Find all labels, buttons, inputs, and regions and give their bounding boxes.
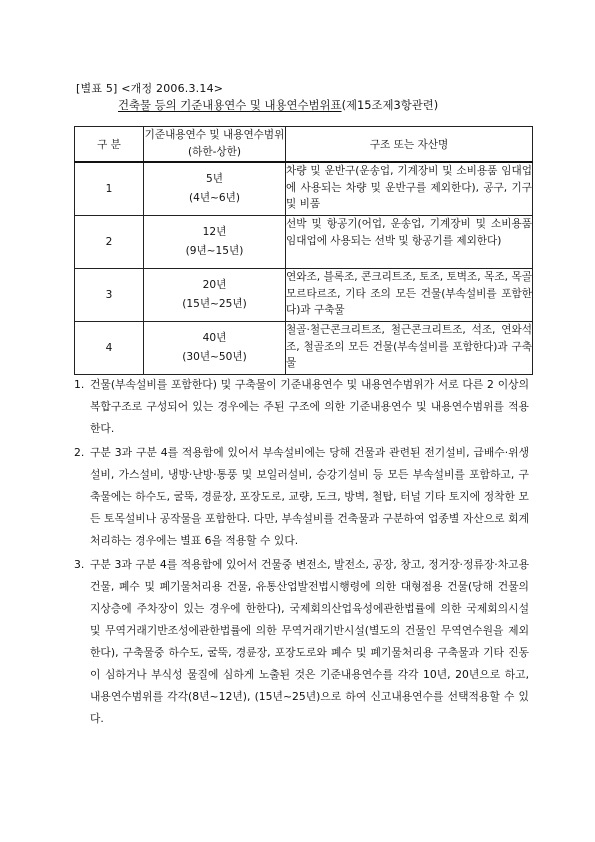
note-item [74, 442, 529, 552]
header-category: 구 분 [75, 127, 144, 163]
table-title-main: 건축물 등의 기준내용연수 및 내용연수범위표 [118, 98, 342, 112]
table-header-row [75, 127, 533, 163]
appendix-header: [별표 5] <개정 2006.3.14> [76, 82, 224, 95]
note-item [74, 374, 529, 440]
row-useful-life [144, 162, 286, 216]
row-assets: 선박 및 항공기(어업, 운송업, 기계장비 및 소비용품 임대업에 사용되는 선박 및 항공기를 제외한다) [286, 216, 533, 269]
row-category: 3 [75, 269, 144, 322]
note-text: 구분 3과 구분 4를 적용함에 있어서 부속설비에는 당해 건물과 관련된 전기설비, 급배수·위생설비, 가스설비, 냉방·난방·통풍 및 보일러설비, 승강기설비 등 모든 부속설비를 포함하고, 구축물에는 하수도, 굴뚝, 경륜장, 포장도로, 교량, 도크, 방벽, 철탑, 터널 기타 토지에 정착한 모든 토목설비나 공작물을 포함한다. 다만, 부속설비를 건축물과 구분하여 업종별 자산으로 회계처리하는 경우에는 별표 6을 적용할 수 있다. [90, 446, 529, 547]
note-number: 3. [74, 558, 85, 571]
row-assets: 차량 및 운반구(운송업, 기계장비 및 소비용품 임대업에 사용되는 차량 및 운반구를 제외한다), 공구, 기구 및 비품 [286, 162, 533, 216]
row-useful-life [144, 269, 286, 322]
row-category: 4 [75, 322, 144, 375]
table-row [75, 269, 533, 322]
row-useful-life [144, 322, 286, 375]
table-row [75, 216, 533, 269]
note-text: 건물(부속설비를 포함한다) 및 구축물이 기준내용연수 및 내용연수범위가 서로 다른 2 이상의 복합구조로 구성되어 있는 경우에는 주된 구조에 의한 기준내용연수 및 내용연수범위를 적용한다. [90, 378, 529, 435]
standard-years: 5년 [206, 173, 223, 185]
notes-list [74, 374, 529, 732]
table-row [75, 322, 533, 375]
header-useful-life: 기준내용연수 및 내용연수범위(하한-상한) [144, 127, 286, 163]
table-title-reference: (제15조제3항관련) [341, 98, 439, 112]
row-category: 1 [75, 162, 144, 216]
note-number: 2. [74, 446, 85, 459]
table-row [75, 162, 533, 216]
useful-life-table [74, 126, 533, 375]
years-range: (30년~50년) [182, 351, 247, 363]
row-useful-life [144, 216, 286, 269]
row-assets: 연와조, 블록조, 콘크리트조, 토조, 토벽조, 목조, 목골모르타르조, 기타 조의 모든 건물(부속설비를 포함한다)과 구축물 [286, 269, 533, 322]
row-assets: 철골·철근콘크리트조, 철근콘크리트조, 석조, 연와석조, 철골조의 모든 건물(부속설비를 포함한다)과 구축물 [286, 322, 533, 375]
years-range: (15년~25년) [182, 298, 247, 310]
years-range: (9년~15년) [185, 245, 244, 257]
years-range: (4년~6년) [188, 192, 241, 204]
note-item [74, 554, 529, 730]
header-assets: 구조 또는 자산명 [286, 127, 533, 163]
standard-years: 20년 [202, 279, 227, 291]
row-category: 2 [75, 216, 144, 269]
standard-years: 40년 [202, 332, 227, 344]
standard-years: 12년 [202, 226, 227, 238]
table-title [118, 97, 438, 113]
note-text: 구분 3과 구분 4를 적용함에 있어서 건물중 변전소, 발전소, 공장, 창고, 정거장·정류장·차고용 건물, 폐수 및 폐기물처리용 건물, 유통산업발전법시행령에 의한 대형점용 건물(당해 건물의 지상층에 주차장이 있는 경우에 한한다), 국제회의산업육성에관한법률에 의한 국제회의시설 및 무역거래기반조성에관한법률에 의한 무역거래기반시설(별도의 건물인 무역연수원을 제외한다), 구축물중 하수도, 굴뚝, 경륜장, 포장도로와 폐수 및 폐기물처리용 구축물과 기타 진동이 심하거나 부식성 물질에 심하게 노출된 것은 기준내용연수를 각각 10년, 20년으로 하고, 내용연수범위를 각각(8년~12년), (15년~25년)으로 하여 신고내용연수를 선택적용할 수 있다. [90, 558, 529, 725]
note-number: 1. [74, 378, 85, 391]
